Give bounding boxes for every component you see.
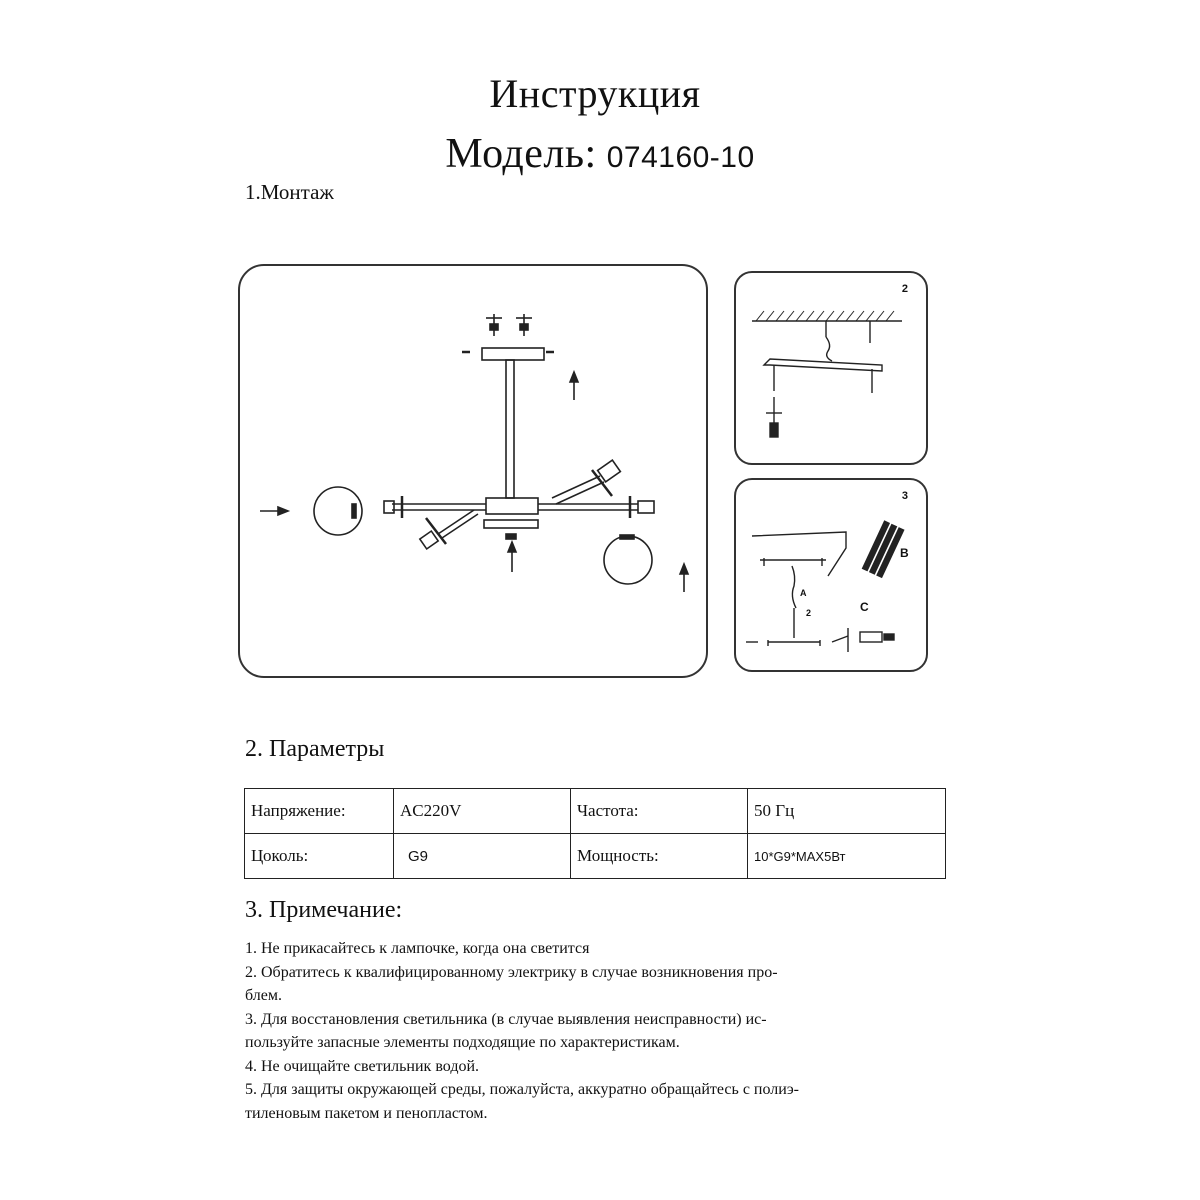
notes-list: [245, 937, 955, 1125]
ceiling-mount-diagram: [736, 273, 926, 463]
note-line: 5. Для защиты окружающей среды, пожалуйста, аккуратно обращайтесь с полиэ-: [245, 1081, 800, 1098]
param-label: Частота:: [571, 789, 748, 834]
notes-heading: 3. Примечание:: [245, 897, 403, 923]
wiring-step-3-panel: [734, 478, 928, 672]
assembly-diagram: [240, 266, 706, 676]
wiring-diagram: [736, 480, 926, 670]
model-line: [0, 130, 1200, 178]
assembly-diagram-panel: [238, 264, 708, 678]
note-line: блем.: [245, 987, 282, 1004]
note-line: 2. Обратитесь к квалифицированному электрику в случае возникновения про-: [245, 963, 778, 981]
step-number: 2: [901, 283, 908, 295]
mounting-step-2-panel: [734, 271, 928, 465]
note-line: 4. Не очищайте светильник водой.: [245, 1057, 480, 1075]
note-line: 1. Не прикасайтесь к лампочке, когда она светится: [245, 940, 590, 957]
note-line: пользуйте запасные элементы подходящие по характеристикам.: [245, 1034, 680, 1051]
model-number: 074160-10: [606, 141, 755, 174]
label-c: C: [860, 600, 869, 614]
table-row: [245, 789, 946, 834]
note-line: 3. Для восстановления светильника (в случае выявления неисправности) ис-: [245, 1010, 767, 1028]
step-number: 3: [901, 490, 908, 502]
param-value: 50 Гц: [748, 789, 946, 834]
parameters-table: [244, 788, 946, 879]
document-title: Инструкция: [489, 71, 701, 116]
installation-heading: 1.Монтаж: [245, 180, 334, 204]
model-label: Модель:: [445, 131, 597, 177]
table-row: [245, 834, 946, 879]
param-value: G9: [394, 834, 571, 879]
label-a: A: [800, 588, 807, 598]
param-value: 10*G9*MAX5Вт: [748, 834, 946, 879]
param-value: AC220V: [394, 789, 571, 834]
label-2: 2: [806, 608, 812, 618]
param-label: Напряжение:: [245, 789, 394, 834]
label-b: B: [900, 546, 909, 560]
parameters-heading: 2. Параметры: [245, 736, 385, 762]
note-line: тиленовым пакетом и пенопластом.: [245, 1104, 488, 1122]
param-label: Цоколь:: [245, 834, 394, 879]
param-label: Мощность:: [571, 834, 748, 879]
